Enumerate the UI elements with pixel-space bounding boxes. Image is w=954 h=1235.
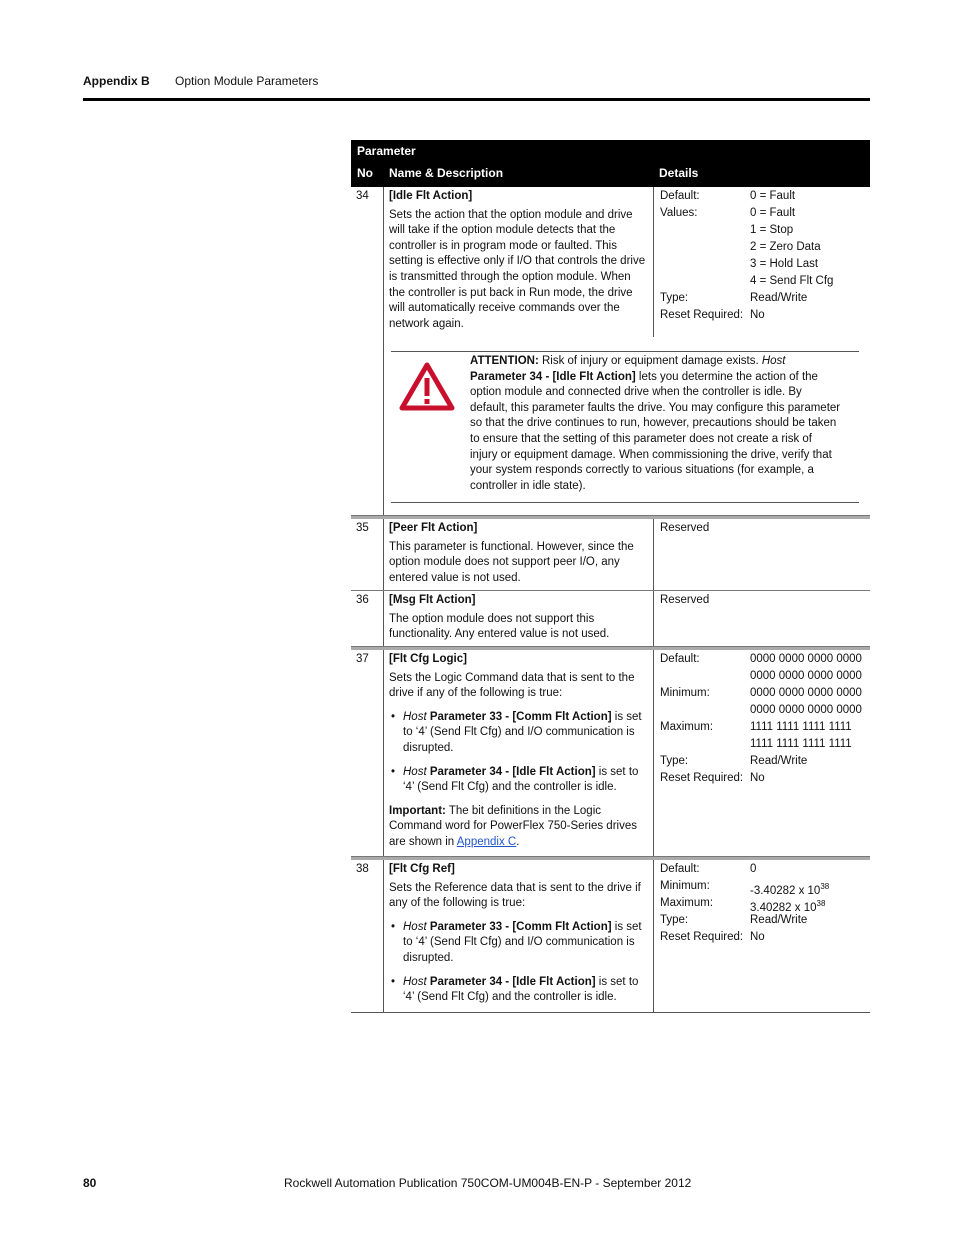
param-name: [Flt Cfg Logic] — [389, 653, 467, 665]
param-name: [Flt Cfg Ref] — [389, 863, 455, 875]
param-number-cell — [351, 187, 384, 515]
detail-reset: Reset Required: No — [660, 931, 765, 943]
header-name-description: Name & Description — [389, 166, 504, 180]
table-row-35 — [351, 516, 870, 591]
param-description: Sets the Reference data that is sent to the drive if any of the following is true: — [389, 881, 641, 910]
detail-value-1: 1 = Stop — [750, 224, 794, 236]
detail-default: Default: 0 = Fault — [660, 190, 796, 202]
detail-reset: Reset Required: No — [660, 309, 765, 321]
param-number: 36 — [356, 594, 369, 606]
detail-default-2: 0000 0000 0000 0000 — [750, 670, 862, 682]
header-no: No — [357, 166, 373, 180]
param-details-cell — [653, 591, 871, 646]
param-number-cell — [351, 519, 384, 590]
param-details-cell — [653, 519, 871, 590]
param-name: [Peer Flt Action] — [389, 522, 478, 534]
attention-box — [391, 351, 859, 503]
param-name: [Msg Flt Action] — [389, 594, 476, 606]
detail-type: Type: Read/Write — [660, 914, 808, 926]
param-description: The option module does not support this functionality. Any entered value is not used. — [389, 612, 610, 641]
table-header — [351, 140, 870, 187]
detail-reserved: Reserved — [660, 594, 710, 606]
attention-text-2: lets you determine the action of the option module and connected drive when the controller is idle. By default, this parameter faults the drive. You may configure this parameter so that the drive continues to run, however, precautions should be taken to ensure that the setting of this parameter does not create a risk of injury or equipment damage. When commissioning the drive, verify that your system responds correctly to various situations (for example, a controller in idle state). — [470, 370, 841, 492]
detail-maximum-2: 1111 1111 1111 1111 — [750, 738, 852, 750]
appendix-label: Appendix B — [83, 74, 150, 88]
param-description-cell — [389, 862, 647, 1006]
param-details-cell — [653, 860, 871, 1012]
publication-info: Rockwell Automation Publication 750COM-UM004B-EN-P - September 2012 — [284, 1176, 692, 1190]
param-name: [Idle Flt Action] — [389, 190, 473, 202]
detail-value-3: 3 = Hold Last — [750, 258, 819, 270]
detail-values: Values: 0 = Fault — [660, 207, 796, 219]
detail-minimum-2: 0000 0000 0000 0000 — [750, 704, 862, 716]
table-row-36 — [351, 591, 870, 647]
list-item: • Host Parameter 34 - [Idle Flt Action] is set to ‘4’ (Send Flt Cfg) and the controller is idle. — [389, 765, 647, 796]
param-number-cell — [351, 591, 384, 646]
section-title: Option Module Parameters — [175, 74, 319, 88]
param-description: Sets the Logic Command data that is sent to the drive if any of the following is true: — [389, 671, 635, 700]
detail-type: Type: Read/Write — [660, 292, 808, 304]
param-description-cell — [389, 652, 647, 851]
header-details: Details — [659, 166, 699, 180]
param-number-cell — [351, 650, 384, 856]
param-description-cell — [389, 521, 647, 586]
detail-value-2: 2 = Zero Data — [750, 241, 821, 253]
attention-label: ATTENTION: — [470, 355, 539, 367]
param-description-cell — [389, 189, 647, 332]
detail-default: Default: 0 — [660, 863, 757, 875]
param-description-cell — [389, 593, 647, 643]
detail-maximum: Maximum: 3.40282 x $10^{38}$ — [660, 897, 826, 914]
detail-default: Default: 0000 0000 0000 0000 — [660, 653, 862, 665]
warning-triangle-icon — [399, 362, 455, 415]
param-number: 34 — [356, 190, 369, 202]
header-parameter: Parameter — [357, 144, 416, 158]
page-header — [83, 72, 870, 101]
appendix-c-link[interactable]: Appendix C — [456, 835, 517, 848]
detail-minimum: Minimum: 0000 0000 0000 0000 — [660, 687, 862, 699]
attention-text-1: Risk of injury or equipment damage exists. — [538, 355, 762, 367]
important-note: Important: The bit definitions in the Logic Command word for PowerFlex 750-Series drives are shown in Appendix C. — [389, 804, 637, 848]
table-row-34 — [351, 187, 870, 516]
param-number: 38 — [356, 863, 369, 875]
param-details-cell — [653, 187, 871, 337]
attention-param: Parameter 34 - [Idle Flt Action] — [470, 370, 636, 383]
table-row-38 — [351, 857, 870, 1013]
table-row-37 — [351, 647, 870, 857]
attention-host: Host — [761, 355, 786, 367]
attention-text — [470, 354, 842, 494]
list-item: • Host Parameter 33 - [Comm Flt Action] is set to ‘4’ (Send Flt Cfg) and I/O communication is disrupted. — [389, 920, 647, 967]
detail-maximum: Maximum: 1111 1111 1111 1111 — [660, 721, 852, 733]
detail-minimum: Minimum: -3.40282 x $10^{38}$ — [660, 880, 830, 897]
detail-value-4: 4 = Send Flt Cfg — [750, 275, 834, 287]
param-details-cell — [653, 650, 871, 856]
detail-type: Type: Read/Write — [660, 755, 808, 767]
parameter-table — [351, 140, 870, 1013]
param-number-cell — [351, 860, 384, 1012]
list-item: • Host Parameter 33 - [Comm Flt Action] is set to ‘4’ (Send Flt Cfg) and I/O communication is disrupted. — [389, 710, 647, 757]
list-item: • Host Parameter 34 - [Idle Flt Action] is set to ‘4’ (Send Flt Cfg) and the controller is idle. — [389, 975, 647, 1006]
param-number: 35 — [356, 522, 369, 534]
detail-reserved: Reserved — [660, 522, 710, 534]
param-number: 37 — [356, 653, 369, 665]
detail-reset: Reset Required: No — [660, 772, 765, 784]
page-number: 80 — [83, 1176, 97, 1190]
param-description: Sets the action that the option module and drive will take if the option module detects that the controller is in program mode or faulted. This setting is effective only if I/O that controls the drive is transmitted through the option module. When the controller is put back in Run mode, the drive will automatically receive commands over the network again. — [389, 208, 646, 330]
param-description: This parameter is functional. However, since the option module does not support peer I/O, any entered value is not used. — [389, 540, 634, 584]
